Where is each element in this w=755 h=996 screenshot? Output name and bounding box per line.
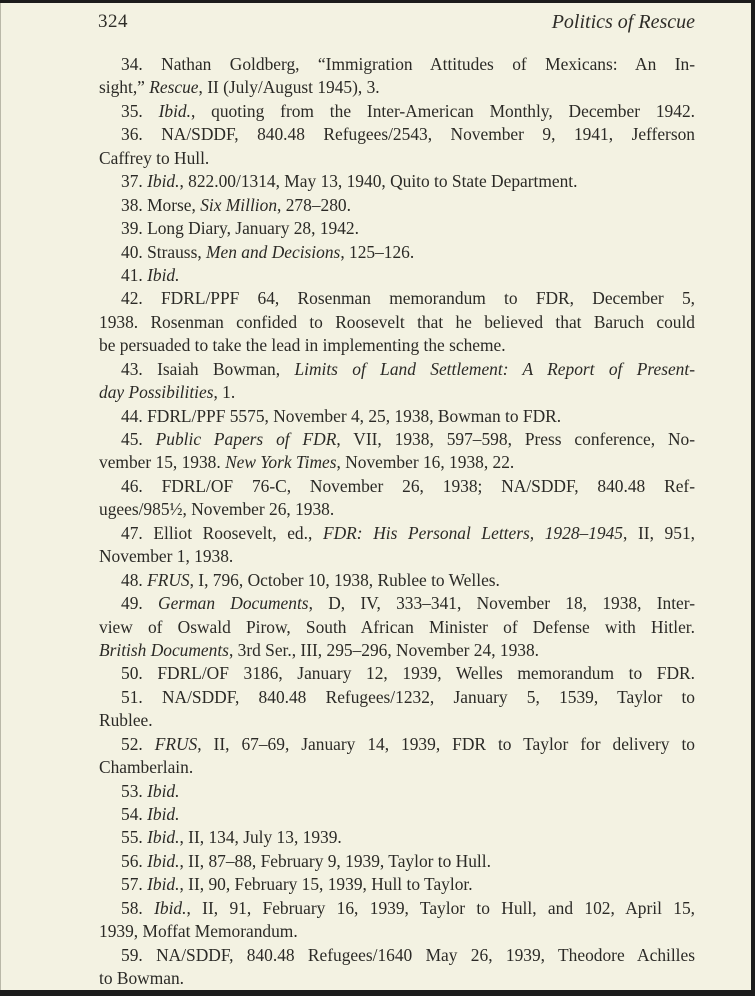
endnote-line [99, 358, 695, 381]
italic-title-text: Public Papers of FDR [155, 429, 337, 449]
note-text: , I, 796, October 10, 1938, Rublee to Welles. [189, 569, 500, 590]
endnote-line [99, 920, 695, 943]
italic-title-text: Six Million [200, 194, 278, 215]
endnote-line [99, 123, 695, 146]
note-text: 49. [121, 593, 159, 614]
endnote-line [99, 686, 695, 709]
note-text: 34. Nathan Goldberg, “Immigration Attitudes of Mexicans: An In- [121, 54, 695, 74]
italic-title-text: British Documents [99, 639, 229, 660]
note-text: November 1, 1938. [99, 546, 234, 567]
endnote [99, 123, 695, 170]
endnote-line [99, 803, 695, 826]
note-text: , quoting from the Inter-American Monthly, December 1942. [190, 100, 695, 121]
endnote-line [99, 967, 695, 990]
italic-title-text: Ibid. [158, 100, 191, 121]
endnote-line [99, 147, 695, 170]
note-text: , D, IV, 333–341, November 18, 1938, Inter- [308, 593, 695, 614]
endnote-line [99, 241, 695, 264]
note-text: ugees/985½, November 26, 1938. [99, 499, 335, 520]
endnote-line [99, 522, 695, 545]
endnote-line [99, 545, 695, 568]
endnote [99, 287, 695, 357]
note-text: 50. FDRL/OF 3186, January 12, 1939, Welles memorandum to FDR. [121, 663, 695, 684]
endnote [99, 194, 695, 217]
note-text: , II, 91, February 16, 1939, Taylor to Hull, and 102, April 15, [186, 897, 695, 918]
endnote [99, 241, 695, 264]
italic-title-text: Ibid. [147, 850, 180, 871]
endnote-line [99, 592, 695, 615]
note-text: 56. [121, 850, 148, 871]
note-text: 55. [121, 827, 148, 848]
endnote [99, 850, 695, 873]
note-text: 43. Isaiah Bowman, [121, 358, 295, 379]
italic-title-text: Ibid. [147, 780, 180, 801]
note-text: 46. FDRL/OF 76-C, November 26, 1938; NA/SDDF, 840.48 Ref- [121, 475, 695, 496]
italic-title-text: Limits of Land Settlement: A Report of Present- [294, 358, 695, 379]
note-text: 1939, Moffat Memorandum. [99, 921, 298, 942]
endnote-line [99, 53, 695, 76]
note-text: 45. [121, 429, 156, 449]
endnote-line [99, 733, 695, 756]
italic-title-text: FRUS [147, 569, 190, 590]
note-text: , II (July/August 1945), 3. [198, 77, 380, 98]
note-text: , 125–126. [340, 241, 415, 262]
note-text: 51. NA/SDDF, 840.48 Refugees/1232, January 5, 1539, Taylor to [121, 686, 695, 707]
endnotes-list [99, 53, 695, 991]
endnote-line [99, 217, 695, 240]
note-text: , II, 87–88, February 9, 1939, Taylor to Hull. [179, 850, 491, 871]
note-text: , II, 67–69, January 14, 1939, FDR to Taylor for delivery to [197, 733, 695, 754]
endnote [99, 897, 695, 944]
endnote-line [99, 451, 695, 474]
note-text: 38. Morse, [121, 194, 201, 215]
endnote-line [99, 944, 695, 967]
note-text: 57. [121, 874, 148, 895]
endnote-line [99, 569, 695, 592]
endnote [99, 733, 695, 780]
endnote [99, 264, 695, 287]
endnote-line [99, 873, 695, 896]
note-text: view of Oswald Pirow, South African Minister of Defense with Hitler. [99, 616, 695, 637]
endnote [99, 358, 695, 405]
page-header [98, 11, 695, 39]
endnote-line [99, 897, 695, 920]
endnote-line [99, 100, 695, 123]
italic-title-text: FDR: His Personal Letters, 1928–1945 [322, 522, 623, 543]
note-text: sight,” [99, 77, 150, 98]
italic-title-text: Ibid. [147, 171, 180, 192]
endnote [99, 428, 695, 475]
note-text: , 822.00/1314, May 13, 1940, Quito to State Department. [179, 171, 578, 192]
endnote [99, 592, 695, 662]
note-text: , II, 951, [623, 522, 695, 543]
italic-title-text: Ibid. [154, 897, 187, 918]
note-text: Caffrey to Hull. [99, 147, 210, 168]
note-text: to Bowman. [99, 968, 185, 989]
italic-title-text: FRUS [154, 733, 198, 754]
endnote [99, 873, 695, 896]
note-text: , November 16, 1938, 22. [336, 452, 515, 473]
endnote [99, 826, 695, 849]
endnote-line [99, 405, 695, 428]
note-text: vember 15, 1938. [99, 452, 226, 473]
endnote [99, 100, 695, 123]
italic-title-text: Ibid. [147, 827, 180, 848]
endnote-line [99, 756, 695, 779]
note-text: , 1. [213, 382, 236, 403]
note-text: Chamberlain. [99, 757, 194, 778]
note-text: 35. [121, 100, 159, 121]
note-text: 39. Long Diary, January 28, 1942. [121, 218, 359, 239]
endnote [99, 522, 695, 569]
endnote-line [99, 475, 695, 498]
note-text: 42. FDRL/PPF 64, Rosenman memorandum to FDR, December 5, [121, 288, 695, 309]
italic-title-text: Men and Decisions [206, 241, 341, 262]
note-text: 40. Strauss, [121, 241, 207, 262]
endnote-line [99, 170, 695, 193]
note-text: , II, 90, February 15, 1939, Hull to Taylor. [179, 874, 473, 895]
endnote-line [99, 709, 695, 732]
note-text: 48. [121, 569, 148, 590]
note-text: 52. [121, 733, 155, 754]
note-text: 53. [121, 780, 148, 801]
endnote-line [99, 662, 695, 685]
book-page [0, 3, 751, 990]
note-text: 36. NA/SDDF, 840.48 Refugees/2543, November 9, 1941, Jefferson [121, 124, 695, 145]
note-text: , 278–280. [277, 194, 351, 215]
note-text: 41. [121, 264, 148, 285]
endnote [99, 405, 695, 428]
endnote-line [99, 428, 695, 451]
endnote-line [99, 264, 695, 287]
endnote-line [99, 311, 695, 334]
endnote-line [99, 639, 695, 662]
italic-title-text: German Documents [158, 593, 309, 614]
note-text: , 3rd Ser., III, 295–296, November 24, 1938. [228, 639, 540, 660]
endnote [99, 170, 695, 193]
italic-title-text: Rescue [149, 77, 199, 98]
note-text: Rublee. [99, 710, 153, 731]
endnote [99, 217, 695, 240]
italic-title-text: day Possibilities [99, 382, 214, 403]
note-text: 59. NA/SDDF, 840.48 Refugees/1640 May 26, 1939, Theodore Achilles [121, 944, 695, 965]
endnote-line [99, 498, 695, 521]
endnote [99, 780, 695, 803]
running-title: Politics of Rescue [551, 11, 695, 33]
note-text: 44. FDRL/PPF 5575, November 4, 25, 1938, Bowman to FDR. [121, 405, 562, 426]
note-text: 58. [121, 897, 155, 918]
note-text: , II, 134, July 13, 1939. [179, 827, 342, 848]
note-text: 37. [121, 171, 148, 192]
endnote [99, 662, 695, 685]
endnote [99, 944, 695, 991]
endnote-line [99, 334, 695, 357]
note-text: be persuaded to take the lead in implementing the scheme. [99, 335, 506, 356]
endnote-line [99, 780, 695, 803]
endnote [99, 686, 695, 733]
italic-title-text: Ibid. [147, 264, 180, 285]
endnote [99, 475, 695, 522]
endnote [99, 53, 695, 100]
endnote-line [99, 287, 695, 310]
note-text: 54. [121, 804, 148, 824]
endnote-line [99, 381, 695, 404]
note-text: , VII, 1938, 597–598, Press conference, No- [336, 429, 695, 449]
endnote [99, 569, 695, 592]
endnote-line [99, 76, 695, 99]
endnote-line [99, 194, 695, 217]
endnote-line [99, 616, 695, 639]
endnote [99, 803, 695, 826]
italic-title-text: Ibid. [147, 874, 180, 895]
note-text: 1938. Rosenman confided to Roosevelt that he believed that Baruch could [99, 311, 695, 332]
page-number: 324 [98, 11, 128, 32]
endnote-line [99, 850, 695, 873]
italic-title-text: Ibid. [147, 804, 180, 824]
note-text: 47. Elliot Roosevelt, ed., [121, 522, 323, 543]
italic-title-text: New York Times [225, 452, 337, 473]
endnote-line [99, 826, 695, 849]
